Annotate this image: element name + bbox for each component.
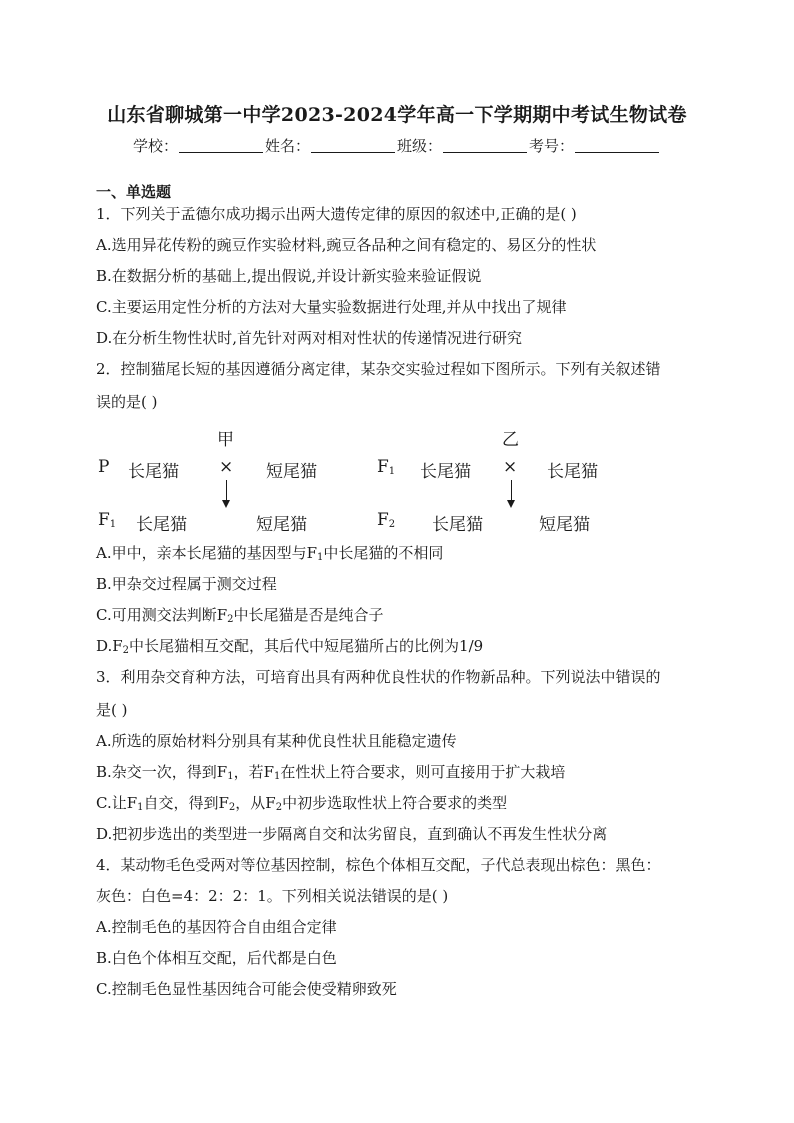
q3-option-d: D.把初步选出的类型进一步隔离自交和汰劣留良，直到确认不再发生性状分离 xyxy=(96,825,608,843)
q1-stem: 1．下列关于孟德尔成功揭示出两大遗传定律的原因的叙述中,正确的是( ) xyxy=(96,205,577,223)
q3-option-a: A.所选的原始材料分别具有某种优良性状且能稳定遗传 xyxy=(96,732,457,750)
diagram-p-long: 长尾猫 xyxy=(128,462,179,482)
diagram-f2-label: $F_2$ xyxy=(377,510,396,530)
diagram-f1-row-label: $F_1$ xyxy=(98,510,117,530)
diagram-cross-1: × xyxy=(219,457,234,477)
q2-stem-line2: 误的是( ) xyxy=(96,393,158,411)
q4-stem-line1: 4．某动物毛色受两对等位基因控制，棕色个体相互交配，子代总表现出棕色：黑色： xyxy=(96,856,661,874)
q4-option-b: B.白色个体相互交配，后代都是白色 xyxy=(96,949,337,967)
q2-option-d: $D.F_2$中长尾猫相互交配，其后代中短尾猫所占的比例为1/9 xyxy=(96,637,484,656)
diagram-arrow-jia xyxy=(226,480,227,506)
exam-no-label: 考号： xyxy=(529,137,575,155)
q3-stem-line1: 3．利用杂交育种方法，可培育出具有两种优良性状的作物新品种。下列说法中错误的 xyxy=(96,668,661,686)
diagram-arrow-yi xyxy=(511,480,512,506)
class-label: 班级： xyxy=(397,137,443,155)
q4-option-a: A.控制毛色的基因符合自由组合定律 xyxy=(96,918,337,936)
q4-stem-line2: 灰色：白色=4：2：2：1。下列相关说法错误的是( ) xyxy=(96,887,449,905)
diagram-f2-long: 长尾猫 xyxy=(432,515,483,535)
q2-option-c: C.可用测交法判断$F_2$中长尾猫是否是纯合子 xyxy=(96,606,384,625)
diagram-p-short: 短尾猫 xyxy=(266,462,317,482)
diagram-label-yi: 乙 xyxy=(502,430,519,450)
q2-stem-line1: 2．控制猫尾长短的基因遵循分离定律，某杂交实验过程如下图所示。下列有关叙述错 xyxy=(96,360,661,378)
q1-option-b: B.在数据分析的基础上,提出假说,并设计新实验来验证假说 xyxy=(96,267,482,285)
diagram-f2-short: 短尾猫 xyxy=(539,515,590,535)
q1-option-c: C.主要运用定性分析的方法对大量实验数据进行处理,并从中找出了规律 xyxy=(96,298,567,316)
diagram-p: P xyxy=(98,457,110,477)
diagram-f1-label: $F_1$ xyxy=(377,457,396,477)
q1-option-a: A.选用异花传粉的豌豆作实验材料,豌豆各品种之间有稳定的、易区分的性状 xyxy=(96,236,597,254)
diagram-f1-offspring-long: 长尾猫 xyxy=(136,515,187,535)
q4-option-c: C.控制毛色显性基因纯合可能会使受精卵致死 xyxy=(96,980,397,998)
diagram-label-jia: 甲 xyxy=(217,430,234,450)
q3-stem-line2: 是( ) xyxy=(96,701,128,719)
q2-option-a: A.甲中，亲本长尾猫的基因型与$F_1$中长尾猫的不相同 xyxy=(96,544,444,563)
page-title: 山东省聊城第一中学2023-2024学年高一下学期期中考试生物试卷 xyxy=(107,104,687,126)
diagram-f1-offspring-short: 短尾猫 xyxy=(256,515,307,535)
exam-no-blank[interactable] xyxy=(575,138,659,153)
q3-option-c: C.让$F_1$自交，得到$F_2$，从$F_2$中初步选取性状上符合要求的类型 xyxy=(96,794,508,813)
name-blank[interactable] xyxy=(311,138,395,153)
q3-option-b: B.杂交一次，得到$F_1$，若$F_1$在性状上符合要求，则可直接用于扩大栽培 xyxy=(96,763,566,782)
diagram-f1-long: 长尾猫 xyxy=(420,462,471,482)
section-title: 一、单选题 xyxy=(96,183,172,201)
diagram-f1-long-2: 长尾猫 xyxy=(547,462,598,482)
school-label: 学校： xyxy=(132,137,178,155)
q2-option-b: B.甲杂交过程属于测交过程 xyxy=(96,575,277,593)
cross-diagram xyxy=(90,420,630,540)
school-blank[interactable] xyxy=(179,138,263,153)
student-info-line xyxy=(0,135,794,156)
class-blank[interactable] xyxy=(443,138,527,153)
diagram-cross-2: × xyxy=(503,457,518,477)
name-label: 姓名： xyxy=(264,137,310,155)
q1-option-d: D.在分析生物性状时,首先针对两对相对性状的传递情况进行研究 xyxy=(96,329,523,347)
